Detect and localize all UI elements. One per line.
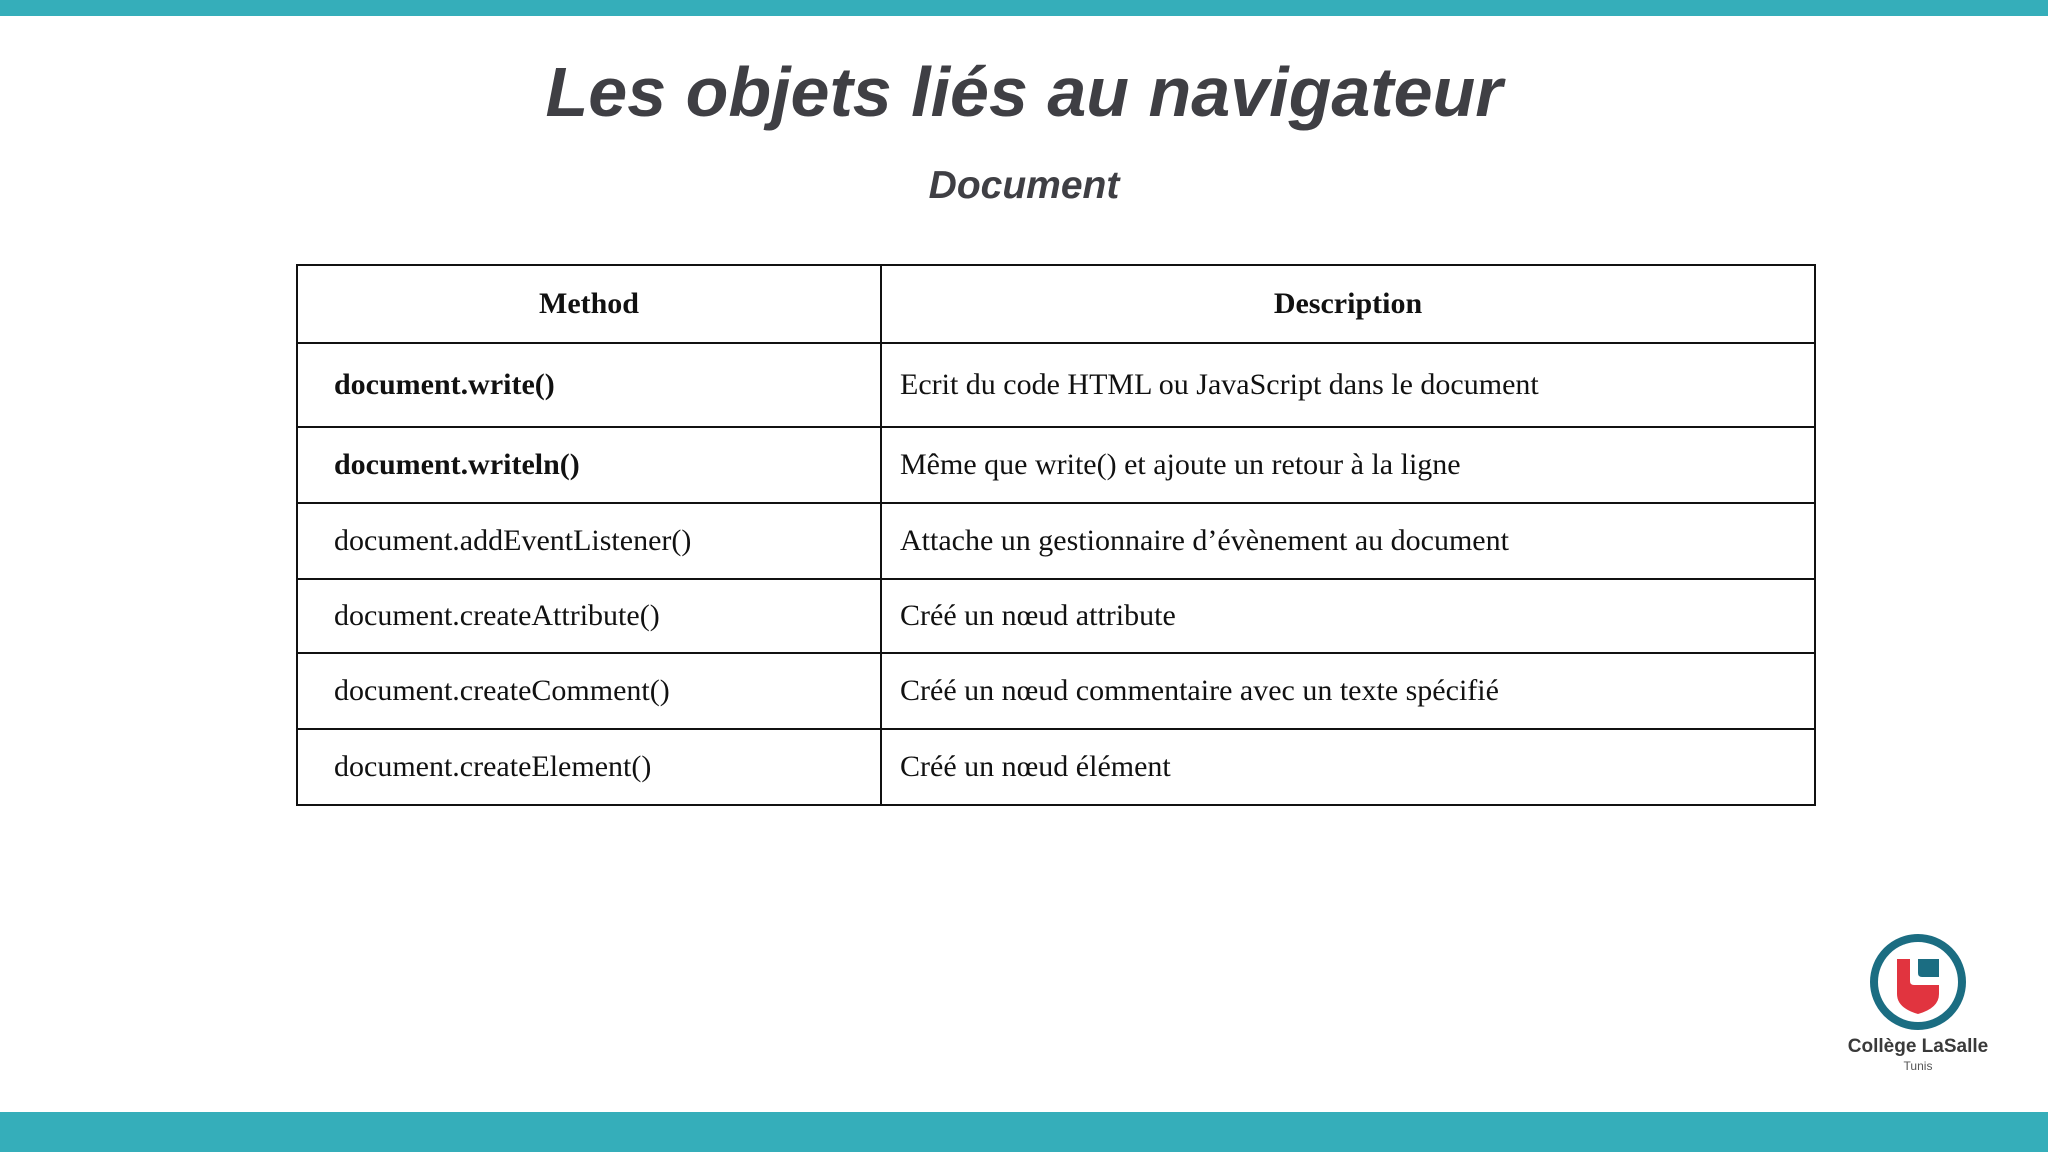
slide-subtitle: Document	[928, 164, 1120, 207]
lasalle-shield-icon	[1868, 932, 1968, 1032]
description-cell: Créé un nœud commentaire avec un texte spécifié	[881, 653, 1815, 729]
method-cell: document.createElement()	[297, 729, 881, 805]
method-cell: document.createAttribute()	[297, 579, 881, 653]
description-cell: Attache un gestionnaire d’évènement au document	[881, 503, 1815, 579]
logo-location: Tunis	[1903, 1059, 1933, 1073]
method-cell: document.writeln()	[297, 427, 881, 503]
method-cell: document.createComment()	[297, 653, 881, 729]
header-description: Description	[881, 265, 1815, 343]
top-accent-bar	[0, 0, 2048, 16]
table-row	[297, 579, 1815, 653]
bottom-accent-bar	[0, 1112, 2048, 1152]
header-method: Method	[297, 265, 881, 343]
logo-name: Collège LaSalle	[1847, 1036, 1989, 1057]
college-logo	[1838, 932, 1998, 1082]
methods-table	[296, 264, 1816, 806]
table-row	[297, 427, 1815, 503]
table-header-row	[297, 265, 1815, 343]
slide-title: Les objets liés au navigateur	[545, 53, 1503, 131]
method-cell: document.write()	[297, 343, 881, 427]
description-cell: Ecrit du code HTML ou JavaScript dans le document	[881, 343, 1815, 427]
description-cell: Même que write() et ajoute un retour à la ligne	[881, 427, 1815, 503]
table-row	[297, 653, 1815, 729]
table-row	[297, 343, 1815, 427]
table-row	[297, 503, 1815, 579]
method-cell: document.addEventListener()	[297, 503, 881, 579]
description-cell: Créé un nœud élément	[881, 729, 1815, 805]
table-row	[297, 729, 1815, 805]
description-cell: Créé un nœud attribute	[881, 579, 1815, 653]
